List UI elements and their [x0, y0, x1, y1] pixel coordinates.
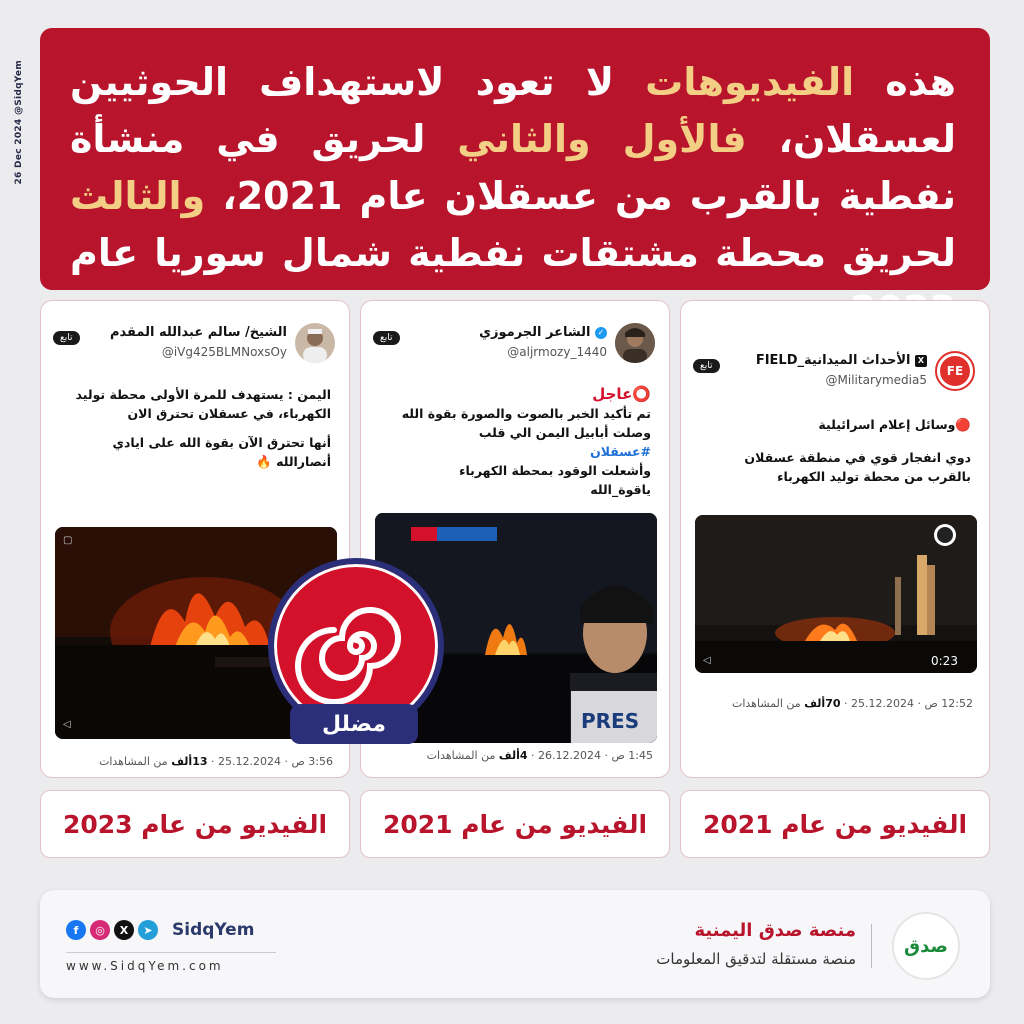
- tweet-text: أنها تحترق الآن بقوة الله على ايادي أنصارالله 🔥: [112, 435, 331, 469]
- brand-logo[interactable]: صدق: [892, 912, 960, 980]
- brand-tagline: منصة مستقلة لتدقيق المعلومات: [656, 950, 856, 968]
- divider: [871, 924, 872, 968]
- tweet-text: ياقوة_الله: [590, 482, 651, 497]
- social-handle: SidqYem: [172, 920, 255, 940]
- tweet-body: [699, 415, 971, 496]
- social-links: [66, 920, 254, 940]
- tweet-author-handle[interactable]: @aljrmozy_1440: [507, 345, 607, 359]
- x-icon[interactable]: X: [114, 920, 134, 940]
- tweet-body: [379, 385, 651, 499]
- tweet-author-name-text: الأحداث الميدانية_FIELD: [755, 353, 911, 368]
- tweet-text: وأشعلت الوقود بمحطة الكهرباء: [459, 463, 651, 478]
- tweet-text: اليمن : يستهدف للمرة الأولى محطة توليد الكهرباء، في عسقلان تحترق الان: [75, 387, 331, 421]
- tweet-header: [373, 323, 655, 369]
- tweet-text: تم تأكيد الخبر بالصوت والصورة بقوة الله وصلت أبابيل اليمن الي قلب: [401, 406, 651, 440]
- follow-button[interactable]: تابع: [373, 331, 400, 345]
- tweet-views-count: 70ألف: [804, 697, 841, 710]
- svg-text:▢: ▢: [63, 535, 73, 546]
- tweet-header: [53, 323, 335, 369]
- headline-banner: [40, 28, 990, 290]
- caption-video-2: الفيديو من عام 2021: [360, 790, 670, 858]
- tweet-author-name-text: الشاعر الجرموزي: [479, 325, 591, 340]
- tweet-meta: [427, 749, 653, 762]
- caption-video-3: الفيديو من عام 2021: [680, 790, 990, 858]
- tweet-date: 3:56 ص · 25.12.2024 ·: [211, 755, 333, 768]
- brand-name: منصة صدق اليمنية: [694, 920, 856, 941]
- tweet-views-label: من المشاهدات: [99, 755, 168, 768]
- tweet-author-name[interactable]: [479, 325, 607, 340]
- side-date-watermark: 26 Dec 2024 @SidqYem: [14, 60, 24, 185]
- x-badge-icon: X: [915, 355, 927, 367]
- website-url[interactable]: www.SidqYem.com: [66, 952, 276, 973]
- tweet-author-handle[interactable]: @Militarymedia5: [825, 373, 927, 387]
- headline-text: لحريق محطة مشتقات نفطية شمال سوريا عام: [70, 231, 956, 275]
- tweet-header: [693, 351, 975, 397]
- tweet-text: 🔴وسائل إعلام اسرائيلية: [818, 417, 971, 432]
- tweet-views-label: من المشاهدات: [732, 697, 801, 710]
- tweet-author-name[interactable]: الشيخ/ سالم عبدالله المقدم: [110, 325, 287, 340]
- tweet-meta: [99, 755, 333, 768]
- tweet-date: 1:45 ص · 26.12.2024 ·: [531, 749, 653, 762]
- follow-button[interactable]: تابع: [53, 331, 80, 345]
- tweet-video[interactable]: [695, 515, 977, 673]
- svg-text:◁: ◁: [703, 655, 711, 666]
- avatar[interactable]: [935, 351, 975, 391]
- tweet-author-handle[interactable]: @iVg425BLMNoxsOy: [161, 345, 287, 359]
- telegram-icon[interactable]: ➤: [138, 920, 158, 940]
- headline-highlight: فالأول والثاني: [457, 117, 747, 161]
- facebook-icon[interactable]: f: [66, 920, 86, 940]
- tweet-date: 12:52 ص · 25.12.2024 ·: [844, 697, 973, 710]
- tweet-hashtag[interactable]: #عسقلان: [590, 444, 651, 459]
- tweet-views-count: 13ألف: [171, 755, 208, 768]
- headline-text: لحريق في منشأة نفطية بالقرب من عسقلان عام 2021،: [70, 117, 956, 218]
- headline-text: هذه: [885, 60, 956, 104]
- tweet-views-label: من المشاهدات: [426, 749, 496, 762]
- tweet-views-count: 4ألف: [498, 749, 528, 762]
- fe-logo-icon: FE: [940, 356, 970, 386]
- verified-badge-icon: ✓: [595, 327, 607, 339]
- press-vest-label: PRES: [581, 709, 640, 733]
- headline-highlight: الفيديوهات: [645, 60, 855, 104]
- footer-bar: [40, 890, 990, 998]
- svg-text:◁: ◁: [63, 719, 71, 730]
- caption-video-1: الفيديو من عام 2023: [40, 790, 350, 858]
- headline-text: لا تعود لاستهداف الحوثيين لعسقلان،: [70, 60, 956, 161]
- tweet-text: دوي انفجار قوي في منطقة عسقلان بالقرب من محطة توليد الكهرباء: [744, 450, 971, 484]
- tweet-urgent: ⭕عاجل: [592, 385, 651, 403]
- video-duration: 0:23: [931, 654, 958, 668]
- tweet-body: [59, 385, 331, 481]
- headline-highlight: والثالث: [70, 174, 206, 218]
- follow-button[interactable]: تابع: [693, 359, 720, 373]
- tweet-card-3: [680, 300, 990, 778]
- avatar[interactable]: [295, 323, 335, 363]
- avatar[interactable]: [615, 323, 655, 363]
- misleading-label: مضلل: [290, 704, 418, 744]
- instagram-icon[interactable]: ◎: [90, 920, 110, 940]
- tweet-author-name[interactable]: [756, 353, 927, 368]
- tweet-meta: [732, 697, 973, 710]
